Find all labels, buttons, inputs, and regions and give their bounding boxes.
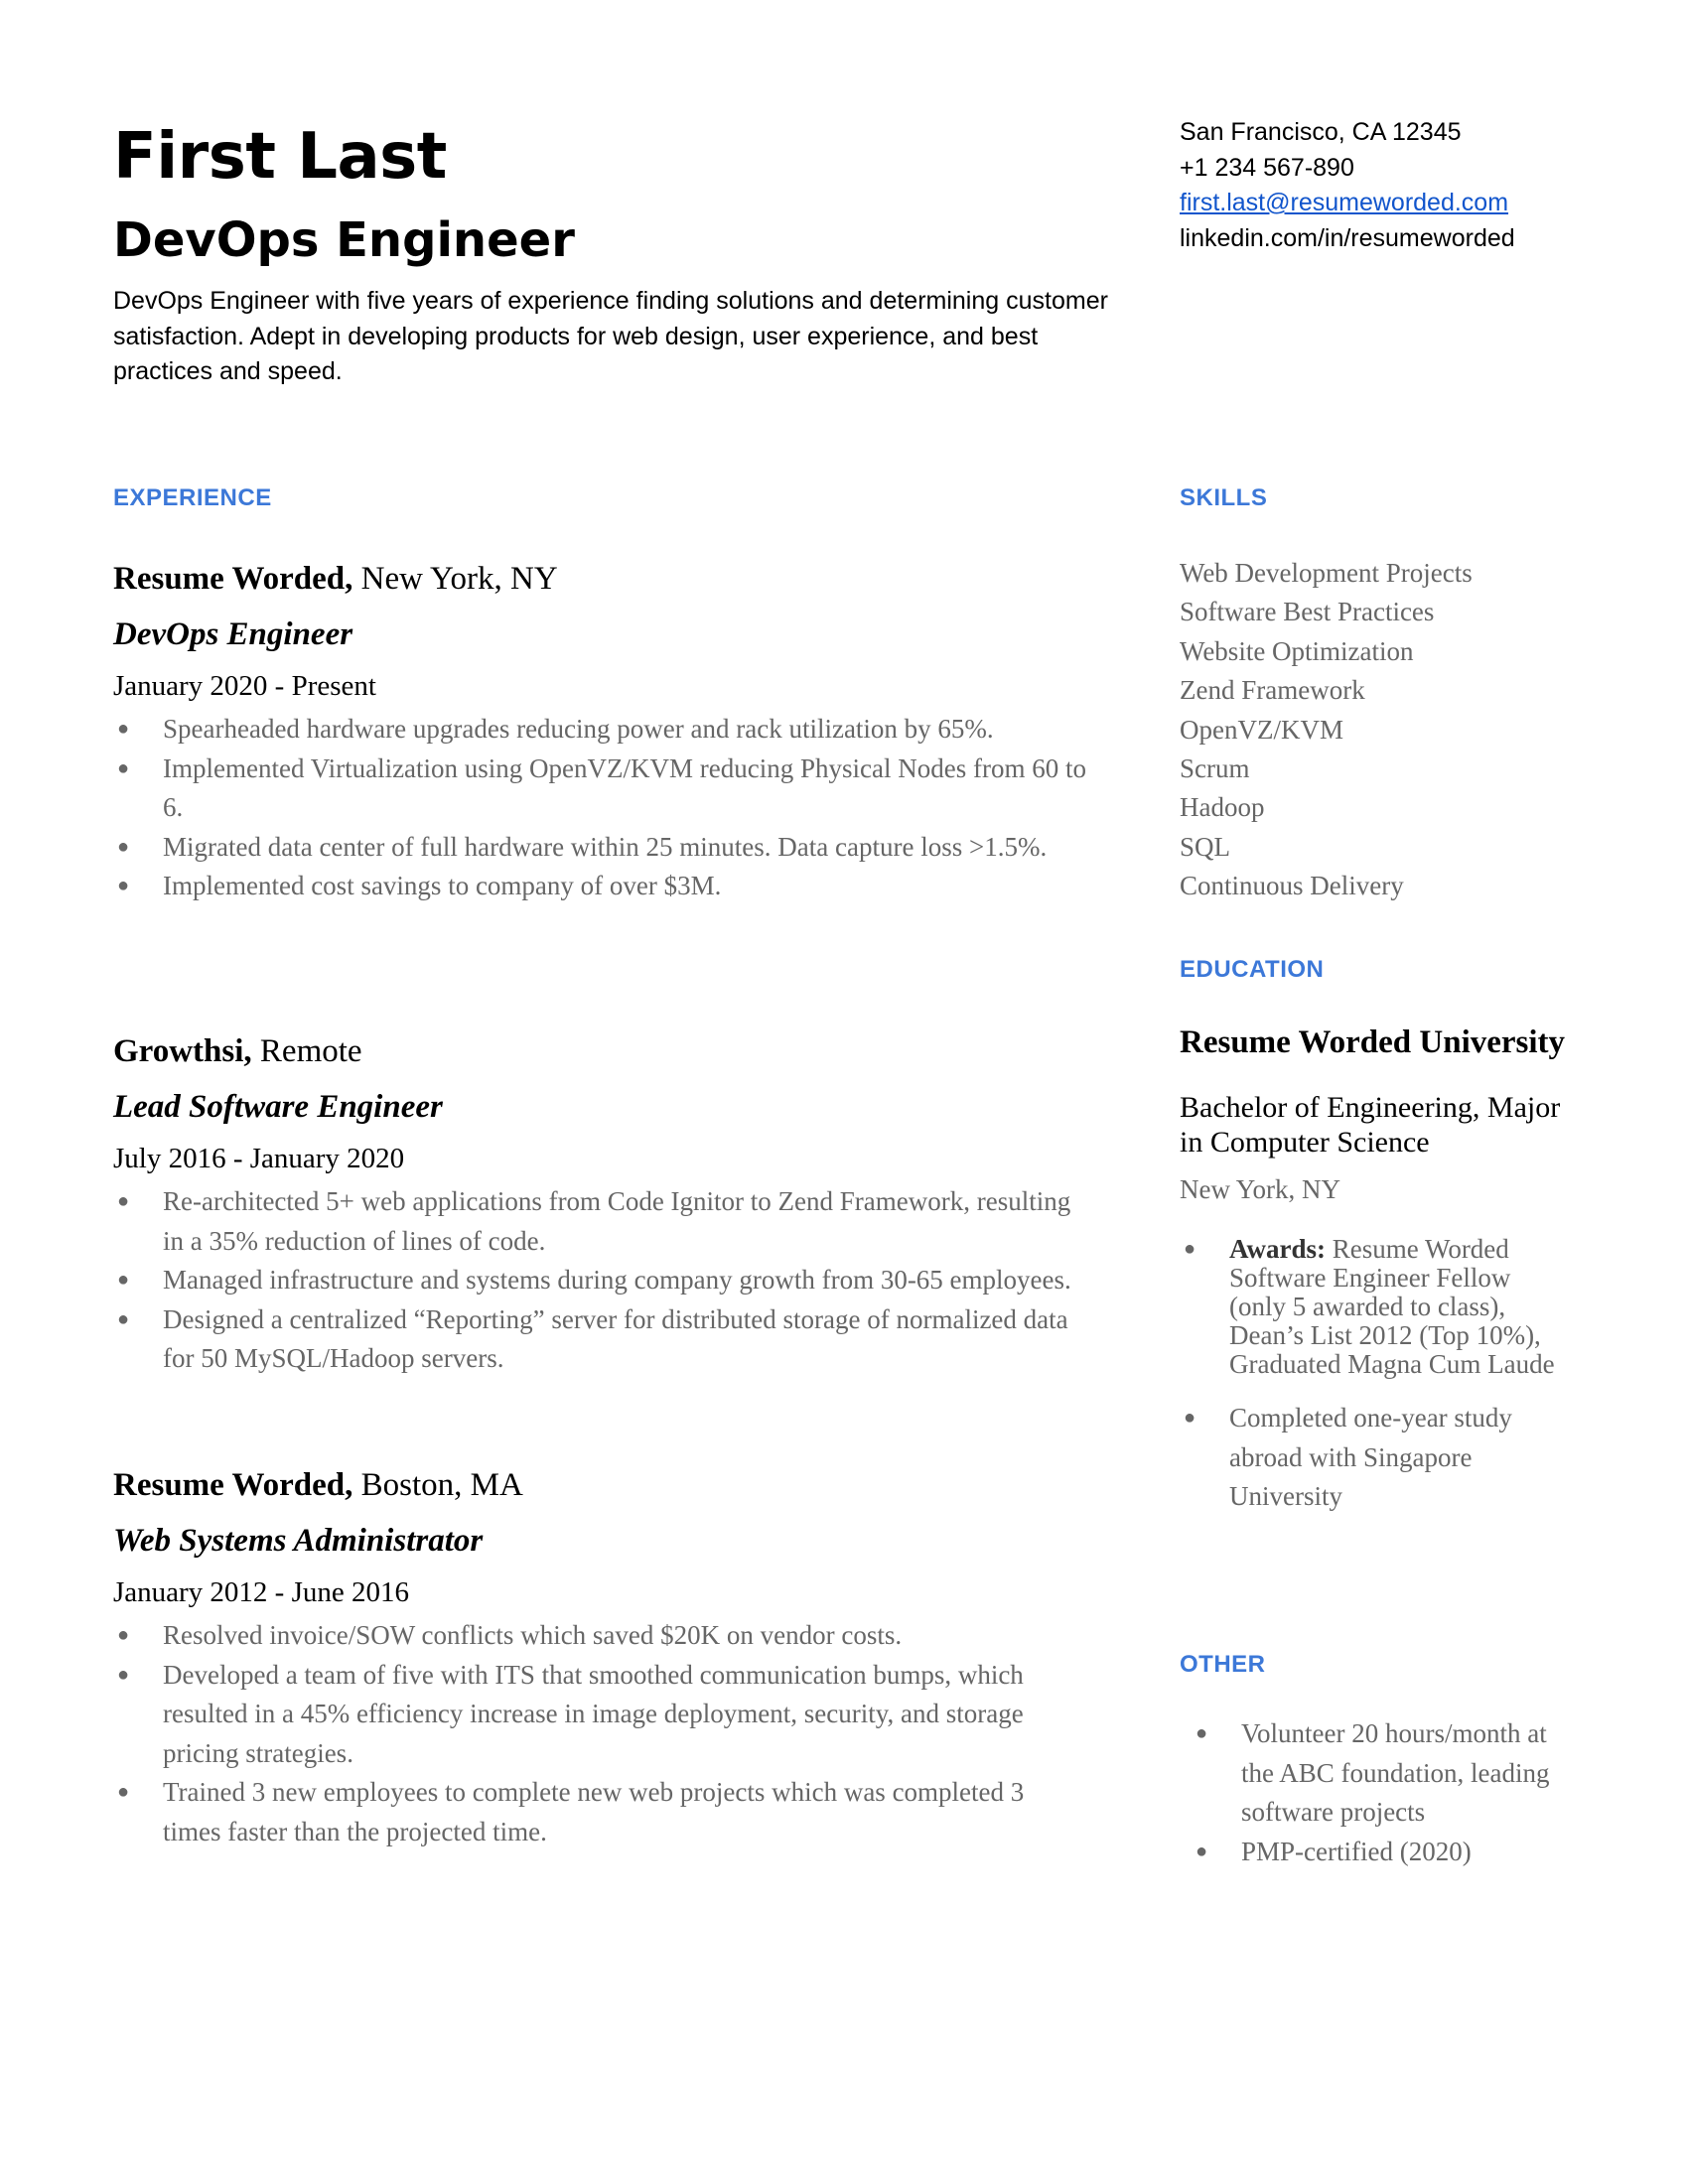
bullet-icon: ● [117,1269,130,1291]
bullet-icon: ● [117,875,130,896]
contact-linkedin: linkedin.com/in/resumeworded [1180,223,1515,252]
other-list [1192,1714,1569,1871]
list-item: ● Spearheaded hardware upgrades reducing power and rack utilization by 65%. [113,710,1086,750]
bullet-icon: ● [1184,1407,1196,1429]
skill-item: SQL [1180,831,1231,862]
job-title: DevOps Engineer [113,212,575,268]
role-dates: July 2016 - January 2020 [113,1143,405,1174]
company-location: New York, NY [360,561,558,597]
list-item: ● Completed one-year study abroad with Singapore University [1180,1399,1567,1517]
awards-label: Awards: [1229,1234,1326,1264]
bullet-icon: ● [117,756,130,779]
bullet-icon: ● [1196,1840,1208,1862]
experience-heading: EXPERIENCE [113,484,272,511]
company-location: Remote [259,1033,362,1069]
degree: Bachelor of Engineering, Major in Computer Science [1180,1091,1561,1159]
skill-item: Software Best Practices [1180,597,1435,627]
bullet-icon: ● [117,1781,130,1803]
skills-heading: SKILLS [1180,484,1268,511]
list-item: ● Developed a team of five with ITS that smoothed communication bumps, which resulted in a 45% efficiency increase in image deployment, security, and storage pricing strategies. [113,1656,1086,1774]
experience-entry [113,557,1086,906]
bullet-icon: ● [1184,1238,1196,1260]
list-item: ● Volunteer 20 hours/month at the ABC foundation, leading software projects [1192,1714,1569,1833]
company-name: Growthsi, [113,1033,252,1069]
school-location: New York, NY [1180,1174,1341,1204]
contact-email-link[interactable]: first.last@resumeworded.com [1180,189,1509,216]
list-item: ● Trained 3 new employees to complete new web projects which was completed 3 times faster than the projected time. [113,1773,1086,1851]
bullet-icon: ● [117,1307,130,1330]
skill-item: Scrum [1180,753,1250,784]
summary: DevOps Engineer with five years of experience finding solutions and determining customer satisfaction. Adept in developing products for web design, user experience, and best practices and speed. [113,287,1108,385]
experience-company-line [113,1463,1086,1507]
other-bullets [1192,1714,1569,1871]
header [113,117,1106,390]
company-location: Boston, MA [360,1467,523,1503]
candidate-name: First Last [113,120,447,194]
role-dates: January 2020 - Present [113,670,376,702]
skill-item: OpenVZ/KVM [1180,714,1343,745]
skill-item: Web Development Projects [1180,558,1473,588]
list-item: ● Resolved invoice/SOW conflicts which saved $20K on vendor costs. [113,1616,1086,1656]
list-item: ● Re-architected 5+ web applications from Code Ignitor to Zend Framework, resulting in a 35% reduction of lines of code. [113,1182,1086,1261]
experience-entry [113,1029,1086,1379]
other-heading: OTHER [1180,1651,1266,1678]
bullet-icon: ● [117,835,130,858]
list-item: ● PMP-certified (2020) [1192,1833,1569,1872]
bullet-list [113,710,1086,906]
experience-company-line [113,1029,1086,1073]
bullet-icon: ● [117,1663,130,1686]
school-name: Resume Worded University [1180,1024,1566,1060]
list-item: ● Managed infrastructure and systems during company growth from 30-65 employees. [113,1261,1086,1300]
bullet-icon: ● [1196,1722,1208,1744]
role-dates: January 2012 - June 2016 [113,1576,410,1608]
skill-item: Website Optimization [1180,635,1414,666]
skill-item: Continuous Delivery [1180,871,1404,901]
list-item [1180,1235,1567,1379]
experience-entry [113,1463,1086,1851]
education-entry [1180,1023,1567,1517]
skill-item: Hadoop [1180,792,1265,823]
list-item: ● Designed a centralized “Reporting” server for distributed storage of normalized data for 50 MySQL/Hadoop servers. [113,1300,1086,1379]
bullet-list [113,1616,1086,1851]
company-name: Resume Worded, [113,561,353,597]
list-item: ● Implemented cost savings to company of over $3M. [113,867,1086,906]
contact-info [1180,115,1515,256]
bullet-list [113,1182,1086,1379]
contact-location: San Francisco, CA 12345 [1180,118,1462,146]
skills-list [1180,554,1577,906]
awards-text: Resume Worded Software Engineer Fellow (only 5 awarded to class), Dean’s List 2012 (Top 10%), Graduated Magna Cum Laude [1229,1234,1555,1379]
role-title: DevOps Engineer [113,616,353,652]
bullet-icon: ● [117,1624,130,1646]
role-title: Lead Software Engineer [113,1089,443,1125]
role-title: Web Systems Administrator [113,1523,484,1559]
education-heading: EDUCATION [1180,956,1325,983]
contact-phone: +1 234 567-890 [1180,153,1354,182]
experience-company-line [113,557,1086,601]
company-name: Resume Worded, [113,1467,353,1503]
bullet-icon: ● [117,1190,130,1212]
education-bullets [1180,1235,1567,1517]
bullet-icon: ● [117,718,130,740]
list-item: ● Implemented Virtualization using OpenVZ/KVM reducing Physical Nodes from 60 to 6. [113,750,1086,828]
skill-item: Zend Framework [1180,675,1365,706]
list-item: ● Migrated data center of full hardware within 25 minutes. Data capture loss >1.5%. [113,828,1086,868]
